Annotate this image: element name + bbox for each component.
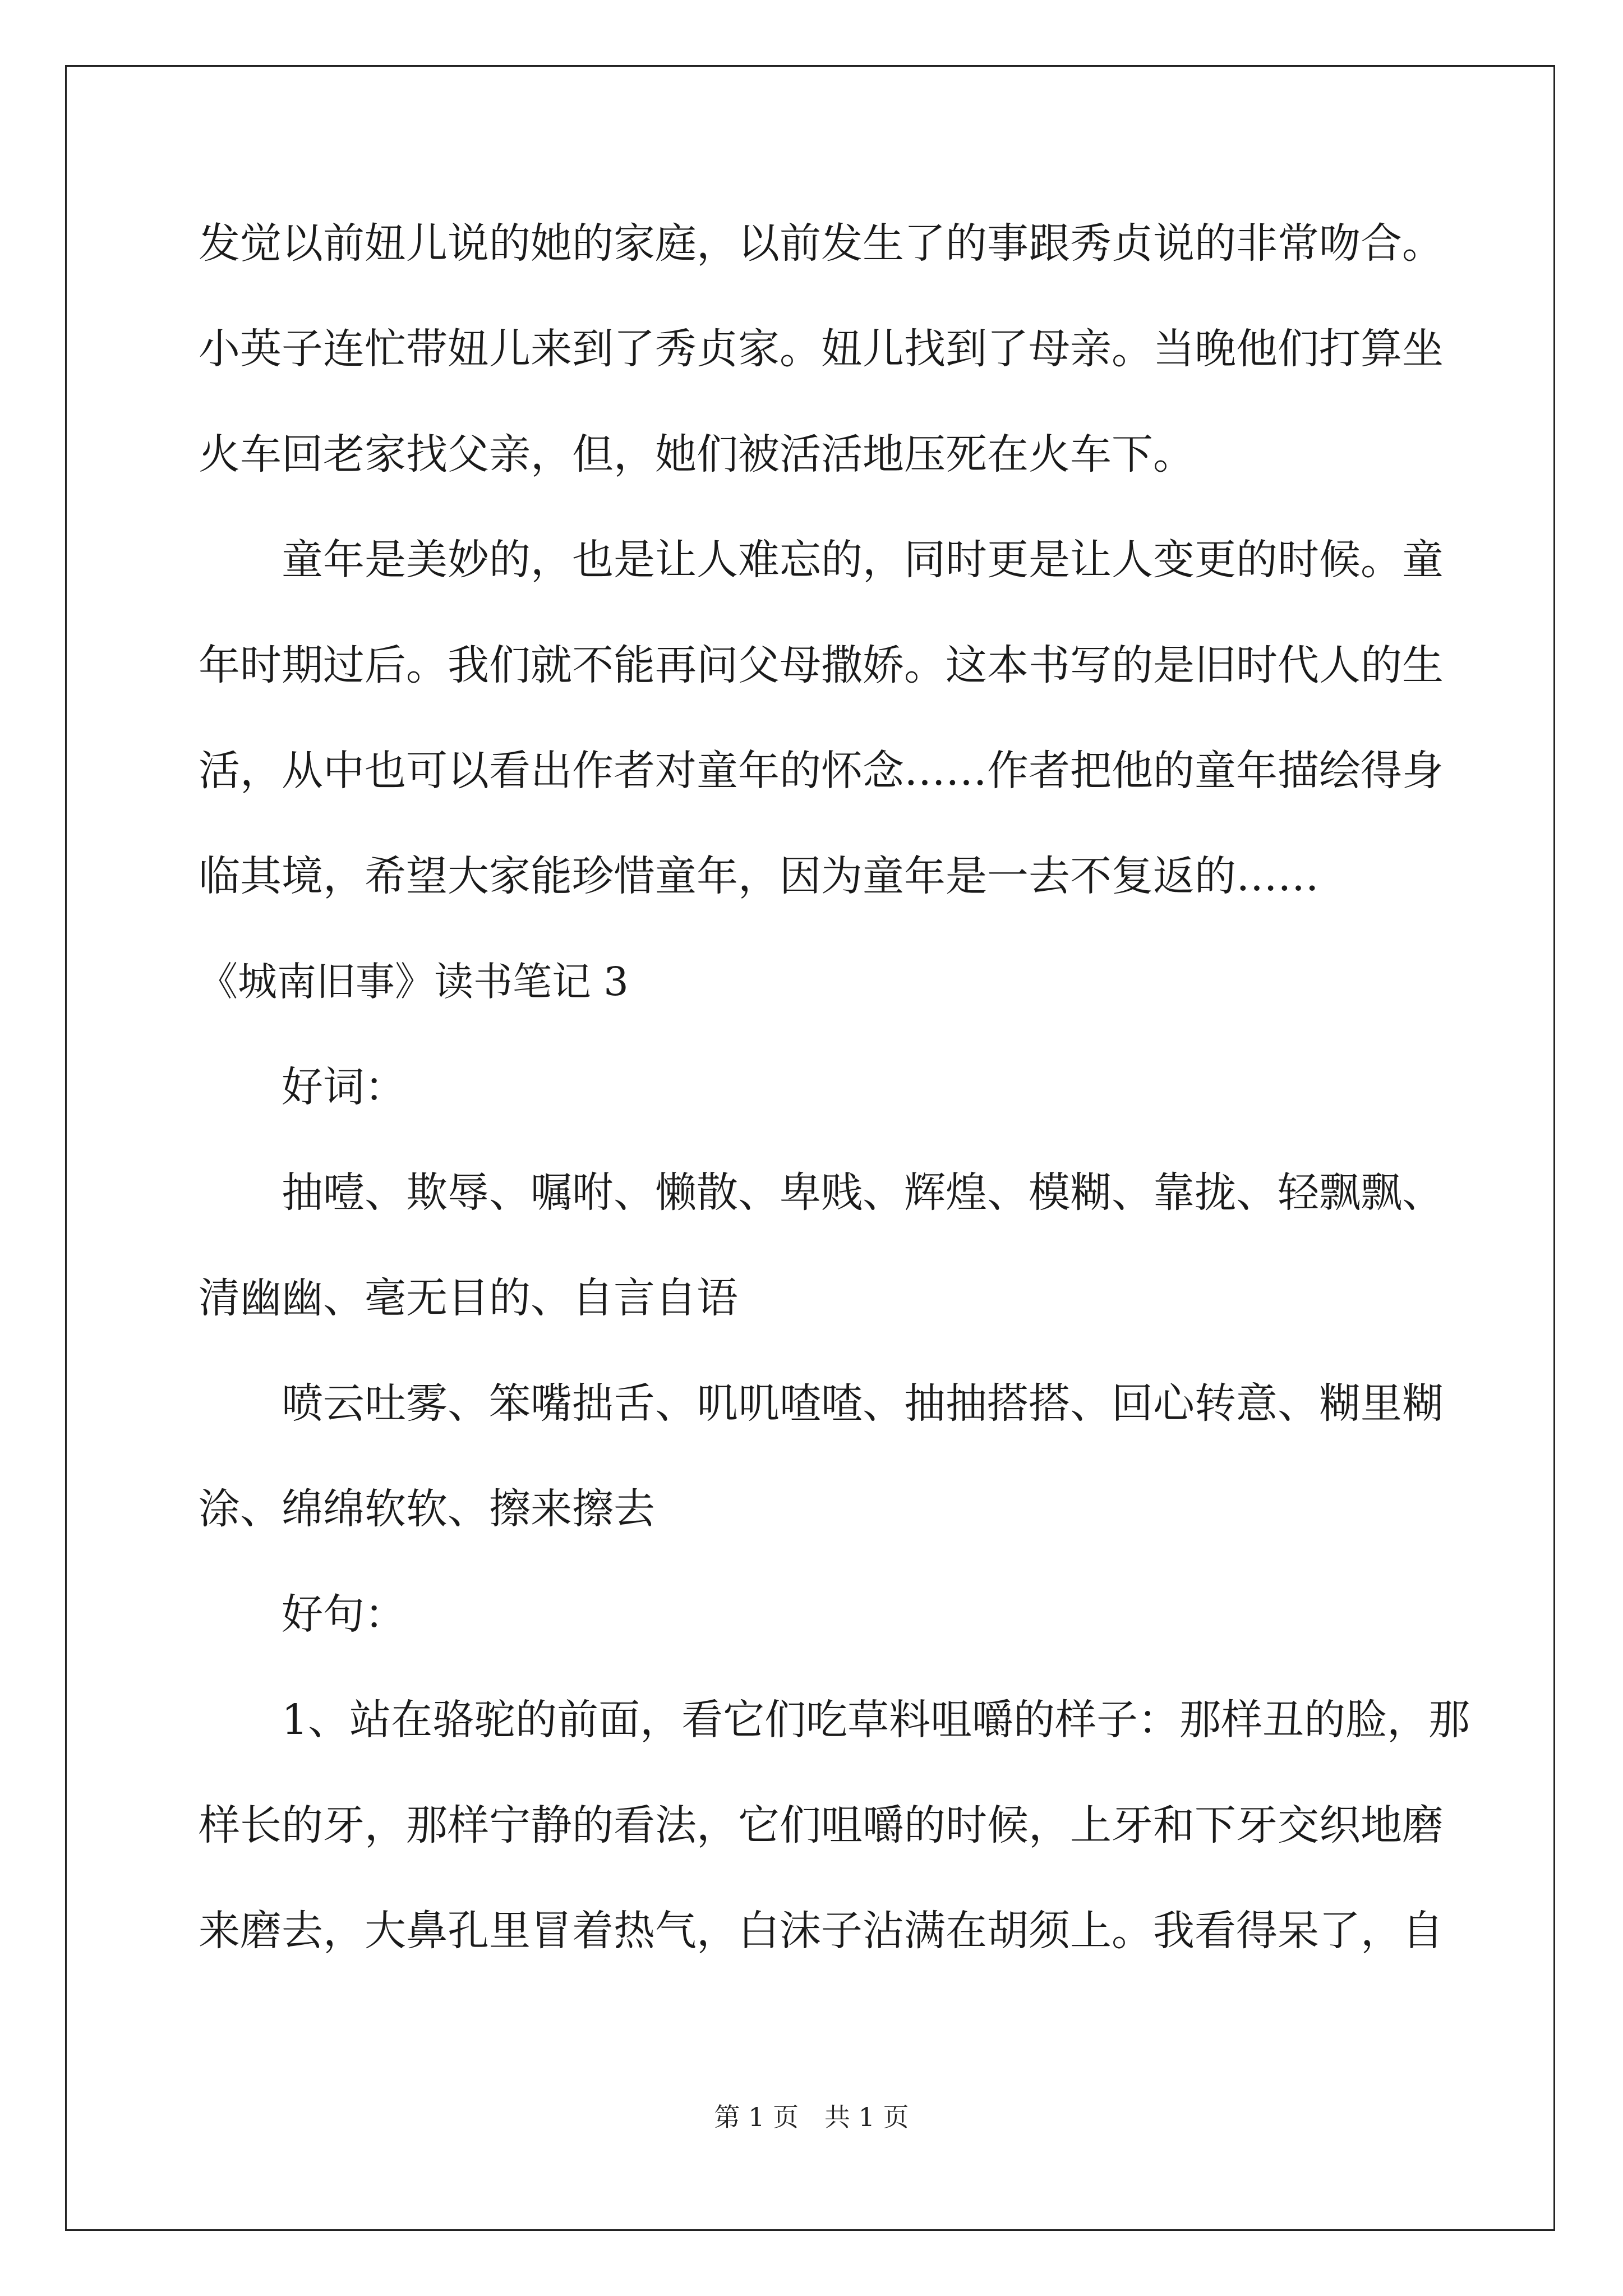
text-line: 活，从中也可以看出作者对童年的怀念……作者把他的童年描绘得身 (199, 747, 1444, 795)
text-line: 年时期过后。我们就不能再问父母撒娇。这本书写的是旧时代人的生 (199, 641, 1444, 689)
text-line: 喷云吐雾、笨嘴拙舌、叽叽喳喳、抽抽搭搭、回心转意、糊里糊 (282, 1379, 1444, 1428)
text-line: 火车回老家找父亲，但，她们被活活地压死在火车下。 (199, 430, 1195, 478)
section-heading: 《城南旧事》读书笔记 3 (199, 959, 629, 1005)
text-line: 抽噎、欺辱、嘱咐、懒散、卑贱、辉煌、模糊、靠拢、轻飘飘、 (282, 1168, 1444, 1217)
text-line: 童年是美妙的，也是让人难忘的，同时更是让人变更的时候。童 (282, 536, 1444, 584)
text-line: 清幽幽、毫无目的、自言自语 (199, 1274, 738, 1322)
good-sentences-label: 好句： (282, 1590, 406, 1639)
document-body (199, 191, 1470, 1984)
page-footer: 第 1 页 共 1 页 (714, 2102, 909, 2132)
text-line: 来磨去，大鼻孔里冒着热气，白沫子沾满在胡须上。我看得呆了，自 (199, 1907, 1444, 1955)
good-words-label: 好词： (282, 1063, 406, 1111)
text-line: 临其境，希望大家能珍惜童年，因为童年是一去不复返的…… (199, 852, 1319, 900)
text-line: 涂、绵绵软软、擦来擦去 (199, 1485, 655, 1533)
text-line: 样长的牙，那样宁静的看法，它们咀嚼的时候，上牙和下牙交织地磨 (199, 1801, 1444, 1849)
text-line: 发觉以前妞儿说的她的家庭，以前发生了的事跟秀贞说的非常吻合。 (199, 219, 1444, 268)
text-line: 1、站在骆驼的前面，看它们吃草料咀嚼的样子：那样丑的脸，那 (282, 1696, 1470, 1744)
text-line: 小英子连忙带妞儿来到了秀贞家。妞儿找到了母亲。当晚他们打算坐 (199, 325, 1444, 373)
